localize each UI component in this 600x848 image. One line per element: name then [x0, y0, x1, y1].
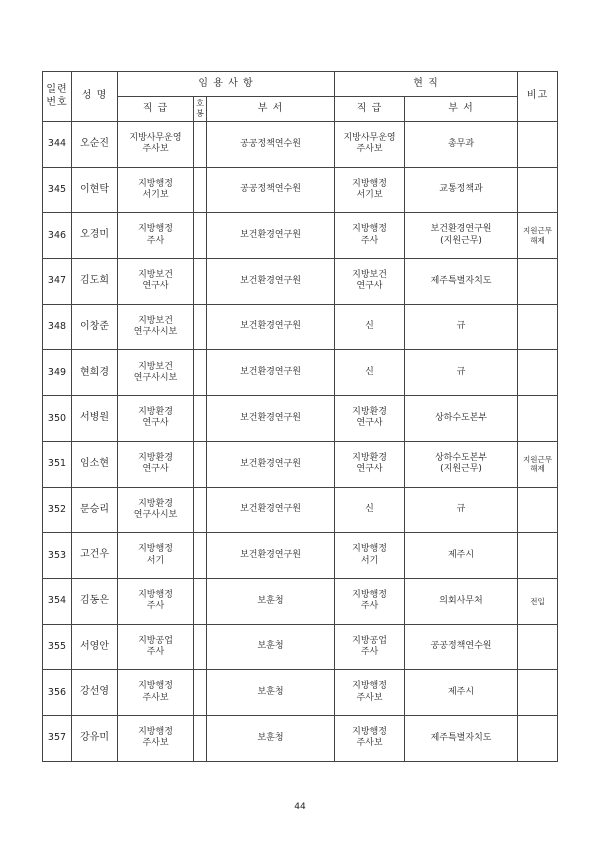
remarks: [518, 533, 558, 579]
current-department: 제주시: [405, 533, 518, 579]
current-rank: 지방사무운영 주사보: [335, 122, 405, 168]
table-row: [43, 122, 558, 168]
current-rank: 신: [335, 487, 405, 533]
current-department: 규: [405, 350, 518, 396]
person-name: 오순진: [72, 122, 118, 168]
appointment-rank: 지방환경 연구사: [118, 396, 194, 442]
current-rank: 지방환경 연구사: [335, 441, 405, 487]
serial-number: 348: [43, 304, 72, 350]
remarks: [518, 259, 558, 305]
appointment-rank: 지방사무운영 주사보: [118, 122, 194, 168]
appointment-department: 공공정책연수원: [207, 122, 335, 168]
appointment-grade: [194, 259, 207, 305]
appointment-grade: [194, 578, 207, 624]
remarks: [518, 396, 558, 442]
appointment-grade: [194, 441, 207, 487]
appointment-rank: 지방행정 서기: [118, 533, 194, 579]
current-department: 제주특별자치도: [405, 259, 518, 305]
appointment-rank: 지방행정 주사: [118, 213, 194, 259]
person-name: 김동은: [72, 578, 118, 624]
table-row: [43, 167, 558, 213]
person-name: 서영안: [72, 624, 118, 670]
table-row: [43, 533, 558, 579]
appointment-department: 보훈청: [207, 624, 335, 670]
appointment-department: 보건환경연구원: [207, 213, 335, 259]
remarks: 지원근무 해제: [518, 441, 558, 487]
table-body: [43, 122, 558, 762]
current-rank: 신: [335, 350, 405, 396]
appointment-rank: 지방행정 서기보: [118, 167, 194, 213]
current-rank: 지방행정 주사보: [335, 670, 405, 716]
appointment-rank: 지방행정 주사: [118, 578, 194, 624]
header-grade: 호봉: [194, 97, 207, 122]
serial-number: 357: [43, 715, 72, 761]
serial-number: 349: [43, 350, 72, 396]
appointment-grade: [194, 122, 207, 168]
person-name: 강선영: [72, 670, 118, 716]
current-rank: 지방공업 주사: [335, 624, 405, 670]
person-name: 고건우: [72, 533, 118, 579]
serial-number: 353: [43, 533, 72, 579]
appointment-department: 보건환경연구원: [207, 304, 335, 350]
appointment-department: 보훈청: [207, 578, 335, 624]
header-current-department: 부 서: [405, 97, 518, 122]
person-name: 이현탁: [72, 167, 118, 213]
appointment-grade: [194, 624, 207, 670]
table-row: [43, 259, 558, 305]
person-name: 문승리: [72, 487, 118, 533]
appointment-department: 보건환경연구원: [207, 487, 335, 533]
appointment-grade: [194, 396, 207, 442]
current-rank: 지방행정 서기보: [335, 167, 405, 213]
current-department: 총무과: [405, 122, 518, 168]
serial-number: 352: [43, 487, 72, 533]
appointment-department: 보건환경연구원: [207, 350, 335, 396]
remarks: [518, 167, 558, 213]
appointment-rank: 지방보건 연구사: [118, 259, 194, 305]
serial-number: 350: [43, 396, 72, 442]
current-department: 규: [405, 487, 518, 533]
appointment-grade: [194, 167, 207, 213]
header-current-position: 현 직: [335, 72, 518, 97]
current-rank: 지방행정 주사: [335, 578, 405, 624]
table-row: [43, 350, 558, 396]
header-current-rank: 직 급: [335, 97, 405, 122]
current-department: 의회사무처: [405, 578, 518, 624]
appointment-department: 보훈청: [207, 715, 335, 761]
appointment-department: 보건환경연구원: [207, 533, 335, 579]
current-department: 보건환경연구원 (지원근무): [405, 213, 518, 259]
header-appointment: 임 용 사 항: [118, 72, 335, 97]
appointment-rank: 지방환경 연구사: [118, 441, 194, 487]
table-row: [43, 487, 558, 533]
current-department: 상하수도본부: [405, 396, 518, 442]
table-row: [43, 624, 558, 670]
appointment-rank: 지방환경 연구사시보: [118, 487, 194, 533]
table-row: [43, 396, 558, 442]
current-department: 규: [405, 304, 518, 350]
header-name: 성 명: [72, 72, 118, 122]
appointment-grade: [194, 715, 207, 761]
header-rank: 직 급: [118, 97, 194, 122]
current-department: 제주특별자치도: [405, 715, 518, 761]
remarks: [518, 715, 558, 761]
current-rank: 신: [335, 304, 405, 350]
current-rank: 지방환경 연구사: [335, 396, 405, 442]
appointment-rank: 지방보건 연구사시보: [118, 304, 194, 350]
header-serial: 일련 번호: [43, 72, 72, 122]
current-department: 공공정책연수원: [405, 624, 518, 670]
remarks: [518, 670, 558, 716]
table-row: [43, 441, 558, 487]
appointment-department: 보건환경연구원: [207, 259, 335, 305]
serial-number: 346: [43, 213, 72, 259]
remarks: 지원근무 해제: [518, 213, 558, 259]
current-rank: 지방보건 연구사: [335, 259, 405, 305]
table-row: [43, 578, 558, 624]
person-name: 이창준: [72, 304, 118, 350]
table-row: [43, 670, 558, 716]
appointment-grade: [194, 487, 207, 533]
person-name: 강유미: [72, 715, 118, 761]
serial-number: 355: [43, 624, 72, 670]
table-row: [43, 213, 558, 259]
appointment-department: 보건환경연구원: [207, 396, 335, 442]
current-rank: 지방행정 주사보: [335, 715, 405, 761]
remarks: [518, 487, 558, 533]
appointment-rank: 지방행정 주사보: [118, 670, 194, 716]
serial-number: 345: [43, 167, 72, 213]
current-department: 교통정책과: [405, 167, 518, 213]
appointment-rank: 지방행정 주사보: [118, 715, 194, 761]
header-remarks: 비고: [518, 72, 558, 122]
current-rank: 지방행정 주사: [335, 213, 405, 259]
remarks: [518, 304, 558, 350]
appointment-grade: [194, 350, 207, 396]
appointment-grade: [194, 213, 207, 259]
personnel-table: [42, 71, 558, 762]
person-name: 김도희: [72, 259, 118, 305]
appointment-department: 보훈청: [207, 670, 335, 716]
appointment-rank: 지방공업 주사: [118, 624, 194, 670]
current-rank: 지방행정 서기: [335, 533, 405, 579]
serial-number: 351: [43, 441, 72, 487]
serial-number: 347: [43, 259, 72, 305]
serial-number: 356: [43, 670, 72, 716]
current-department: 제주시: [405, 670, 518, 716]
serial-number: 344: [43, 122, 72, 168]
remarks: 전입: [518, 578, 558, 624]
appointment-rank: 지방보건 연구사시보: [118, 350, 194, 396]
remarks: [518, 624, 558, 670]
appointment-department: 공공정책연수원: [207, 167, 335, 213]
person-name: 임소현: [72, 441, 118, 487]
appointment-grade: [194, 304, 207, 350]
table-row: [43, 715, 558, 761]
person-name: 서병원: [72, 396, 118, 442]
person-name: 오경미: [72, 213, 118, 259]
appointment-grade: [194, 670, 207, 716]
appointment-grade: [194, 533, 207, 579]
serial-number: 354: [43, 578, 72, 624]
page-number: 44: [294, 802, 306, 812]
appointment-department: 보건환경연구원: [207, 441, 335, 487]
remarks: [518, 122, 558, 168]
person-name: 현희경: [72, 350, 118, 396]
remarks: [518, 350, 558, 396]
header-department: 부 서: [207, 97, 335, 122]
table-row: [43, 304, 558, 350]
current-department: 상하수도본부 (지원근무): [405, 441, 518, 487]
